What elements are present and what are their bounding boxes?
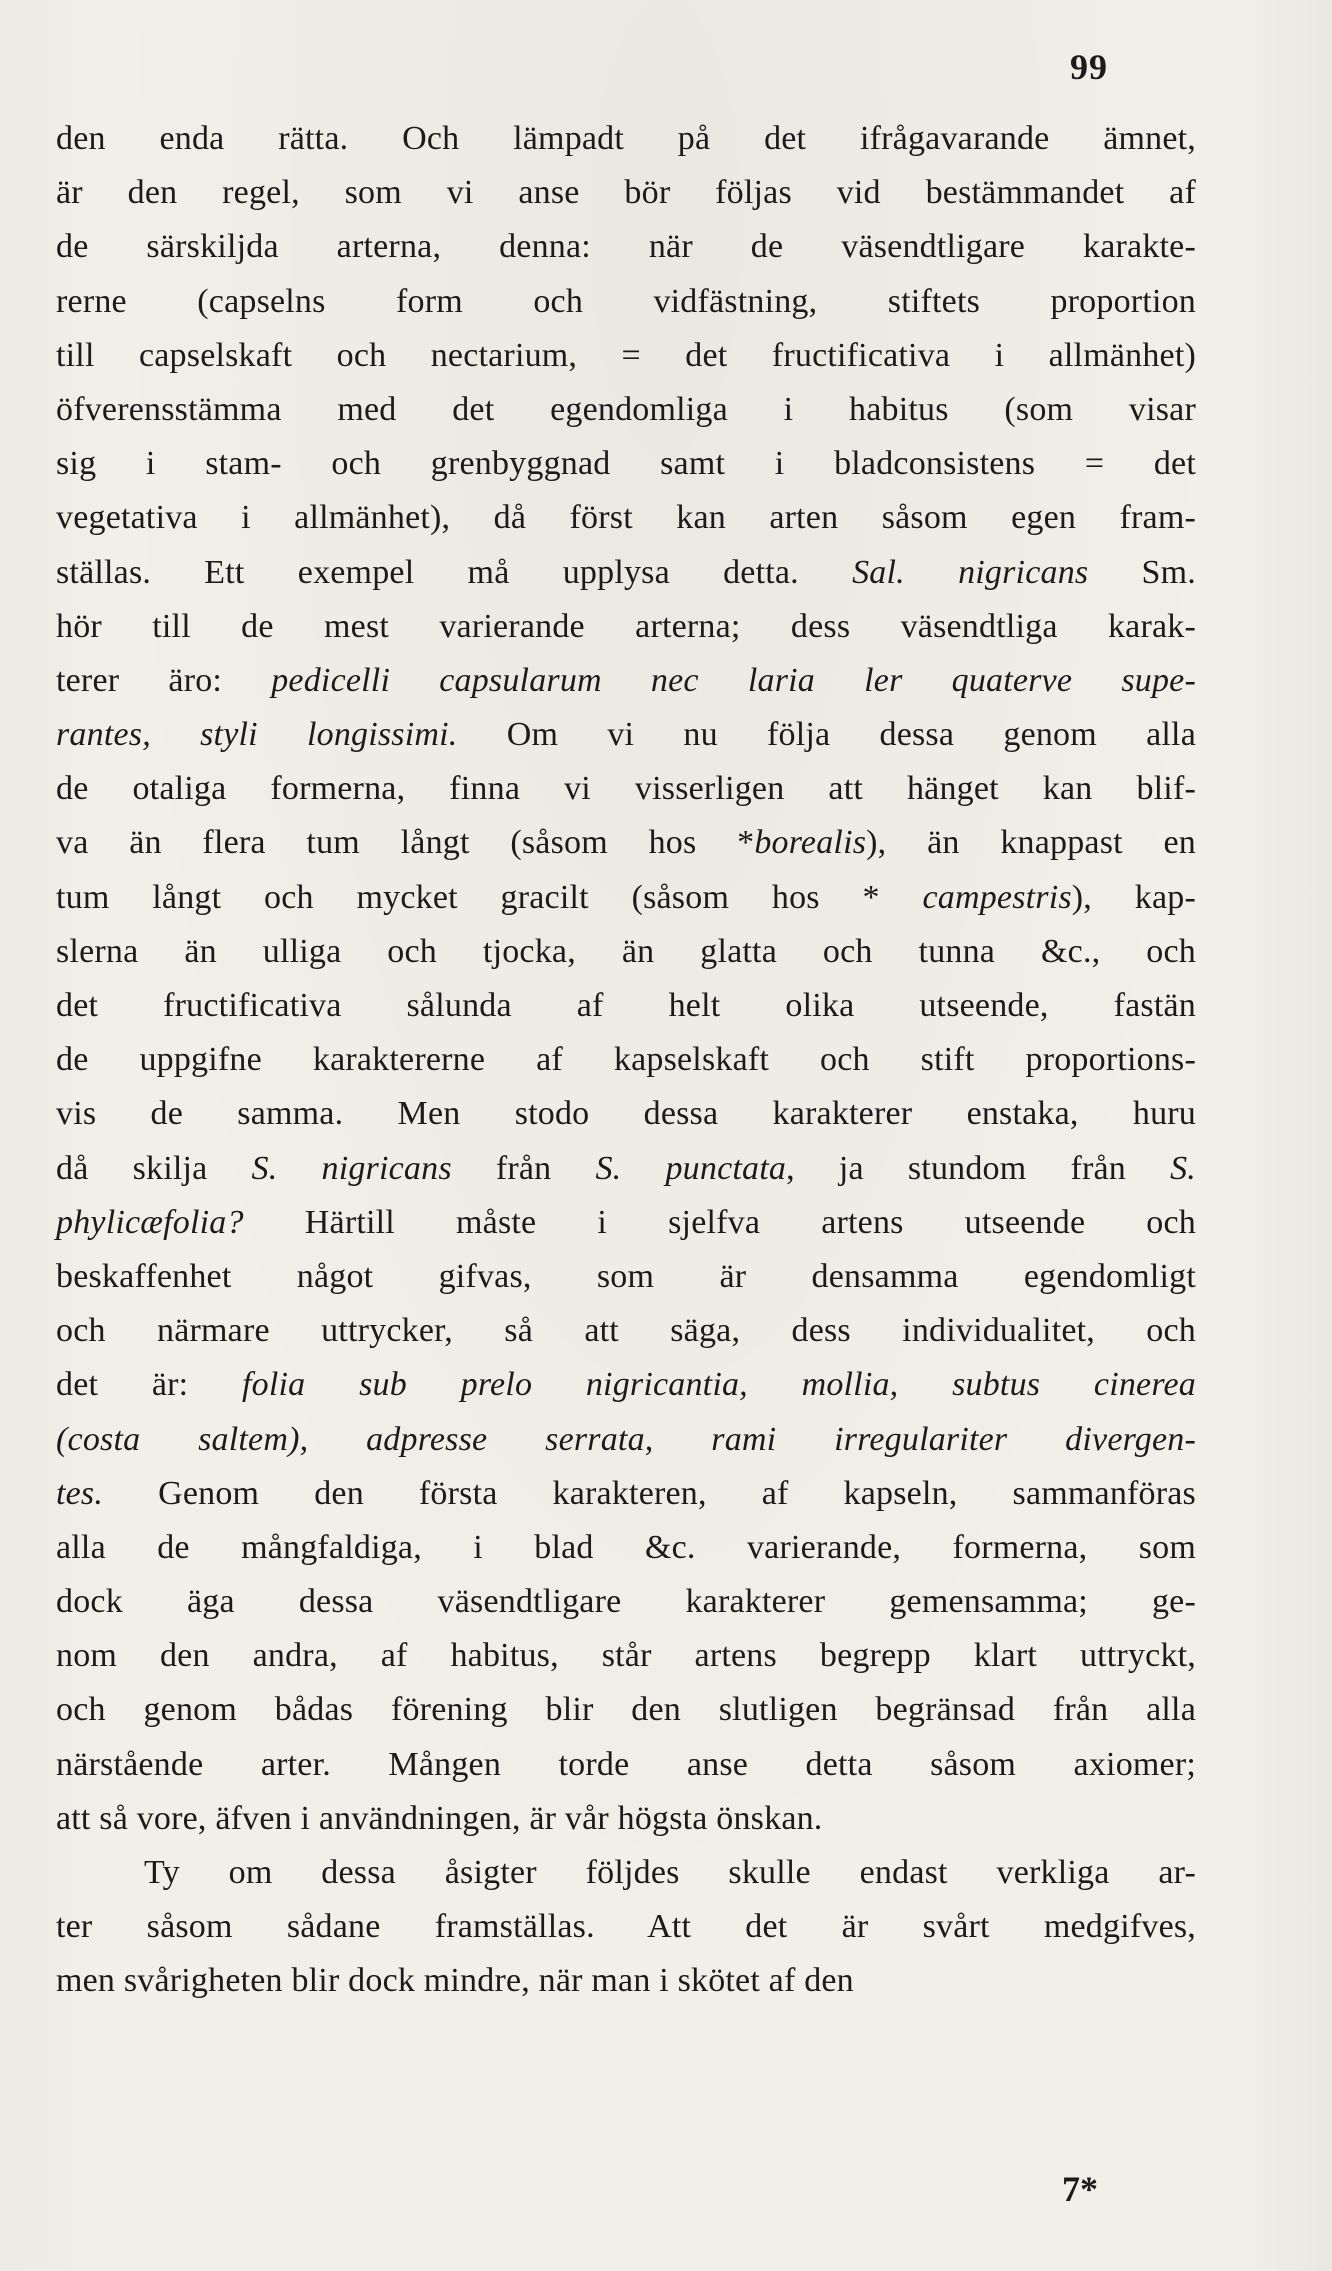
text-segment: nom den andra, af habitus, står artens begrepp klart uttryckt, bbox=[56, 1637, 1196, 1675]
text-segment: att så vore, äfven i användningen, är vår högsta önskan. bbox=[56, 1799, 823, 1837]
text-segment: vis de samma. Men stodo dessa karakterer enstaka, huru bbox=[56, 1095, 1196, 1133]
text-line bbox=[56, 275, 1196, 329]
text-line bbox=[56, 1087, 1196, 1141]
text-segment: och genom bådas förening blir den slutligen begränsad från alla bbox=[56, 1691, 1196, 1729]
text-segment: de särskiljda arterna, denna: när de väsendtligare karakte- bbox=[56, 228, 1196, 266]
text-line bbox=[56, 220, 1196, 274]
text-segment: Om vi nu följa dessa genom alla bbox=[457, 716, 1196, 754]
text-line bbox=[56, 546, 1196, 600]
italic-text-segment: tes. bbox=[56, 1474, 104, 1512]
text-line bbox=[56, 437, 1196, 491]
text-line bbox=[56, 1250, 1196, 1304]
text-line bbox=[56, 1792, 1196, 1846]
text-segment: dock äga dessa väsendtligare karakterer gemensamma; ge- bbox=[56, 1583, 1196, 1621]
text-segment: va än flera tum långt (såsom hos * bbox=[56, 824, 755, 862]
italic-text-segment: S. bbox=[1170, 1149, 1197, 1187]
italic-text-segment: rantes, styli longissimi. bbox=[56, 716, 458, 754]
text-segment: Härtill måste i sjelfva artens utseende och bbox=[243, 1203, 1196, 1241]
text-line bbox=[56, 1900, 1196, 1954]
text-line bbox=[56, 166, 1196, 220]
italic-text-segment: (costa saltem), adpresse serrata, rami irregulariter divergen- bbox=[56, 1420, 1196, 1458]
text-segment: från bbox=[451, 1149, 596, 1187]
page-number: 99 bbox=[1070, 47, 1108, 87]
text-segment: tum långt och mycket gracilt (såsom hos * bbox=[56, 878, 923, 916]
text-segment: rerne (capselns form och vidfästning, stiftets proportion bbox=[56, 282, 1196, 320]
text-segment: det fructificativa sålunda af helt olika utseende, fastän bbox=[56, 987, 1196, 1024]
text-segment: slerna än ulliga och tjocka, än glatta och tunna &c., och bbox=[56, 932, 1196, 970]
text-line bbox=[56, 762, 1196, 816]
text-segment: Sm. bbox=[1088, 553, 1197, 591]
italic-text-segment: S. nigricans bbox=[251, 1149, 452, 1187]
text-segment: alla de mångfaldiga, i blad &c. varierande, formerna, som bbox=[56, 1528, 1196, 1566]
text-line bbox=[56, 1196, 1196, 1250]
text-segment: ), än knappast en bbox=[866, 824, 1196, 862]
text-segment: men svårigheten blir dock mindre, när man i skötet af den bbox=[56, 1962, 854, 2000]
text-segment: sig i stam- och grenbyggnad samt i bladconsistens = det bbox=[56, 445, 1196, 483]
signature-mark: 7* bbox=[1062, 2169, 1098, 2209]
text-line bbox=[56, 1846, 1196, 1900]
text-line bbox=[56, 1304, 1196, 1358]
text-segment: det är: bbox=[56, 1366, 243, 1404]
italic-text-segment: S. punctata bbox=[595, 1149, 787, 1187]
text-line bbox=[56, 1575, 1196, 1629]
text-line bbox=[56, 1467, 1196, 1521]
text-segment: de uppgifne karaktererne af kapselskaft och stift proportions- bbox=[56, 1041, 1196, 1079]
text-line bbox=[56, 708, 1196, 762]
text-line bbox=[56, 925, 1196, 979]
text-segment: Ty om dessa åsigter följdes skulle endast verkliga ar- bbox=[144, 1854, 1196, 1891]
text-segment: vegetativa i allmänhet), då först kan arten såsom egen fram- bbox=[56, 499, 1196, 537]
text-line bbox=[56, 1142, 1196, 1196]
text-line bbox=[56, 1413, 1196, 1467]
text-segment: Genom den första karakteren, af kapseln, sammanföras bbox=[103, 1474, 1196, 1512]
text-line bbox=[56, 1738, 1196, 1792]
italic-text-segment: folia sub prelo nigricantia, mollia, subtus cinerea bbox=[242, 1366, 1196, 1404]
text-segment: de otaliga formerna, finna vi visserligen att hänget kan blif- bbox=[56, 770, 1196, 808]
text-line bbox=[56, 383, 1196, 437]
text-segment: öfverensstämma med det egendomliga i habitus (som visar bbox=[56, 390, 1196, 428]
text-segment: ), kap- bbox=[1071, 878, 1196, 916]
text-segment: hör till de mest varierande arterna; dess väsendtliga karak- bbox=[56, 607, 1196, 645]
text-segment: närstående arter. Mången torde anse detta såsom axiomer; bbox=[56, 1745, 1196, 1783]
text-segment: är den regel, som vi anse bör följas vid bestämmandet af bbox=[56, 174, 1196, 212]
text-segment: ter såsom sådane framställas. Att det är svårt medgifves, bbox=[56, 1908, 1196, 1946]
text-line bbox=[56, 1683, 1196, 1737]
text-line bbox=[56, 1521, 1196, 1575]
text-line bbox=[56, 600, 1196, 654]
text-segment: då skilja bbox=[56, 1149, 252, 1187]
italic-text-segment: pedicelli capsularum nec laria ler quaterve supe- bbox=[271, 661, 1196, 699]
italic-text-segment: phylicæfolia? bbox=[56, 1203, 244, 1241]
text-line bbox=[56, 654, 1196, 708]
text-segment: , ja stundom från bbox=[786, 1149, 1171, 1187]
italic-text-segment: borealis bbox=[754, 824, 867, 862]
text-line bbox=[56, 871, 1196, 925]
italic-text-segment: campestris bbox=[922, 878, 1072, 916]
text-line bbox=[56, 1358, 1196, 1412]
text-segment: till capselskaft och nectarium, = det fructificativa i allmänhet) bbox=[56, 336, 1196, 374]
text-line bbox=[56, 329, 1196, 383]
text-segment: ställas. Ett exempel må upplysa detta. bbox=[56, 553, 853, 591]
text-segment: beskaffenhet något gifvas, som är densamma egendomligt bbox=[56, 1257, 1196, 1295]
text-line bbox=[56, 1954, 1196, 2008]
text-line bbox=[56, 816, 1196, 870]
text-line bbox=[56, 491, 1196, 545]
text-segment: terer äro: bbox=[56, 661, 272, 699]
text-segment: den enda rätta. Och lämpadt på det ifrågavarande ämnet, bbox=[56, 120, 1196, 157]
body-text bbox=[56, 112, 1196, 2009]
text-line bbox=[56, 1033, 1196, 1087]
italic-text-segment: Sal. nigricans bbox=[852, 553, 1089, 591]
text-line bbox=[56, 979, 1196, 1033]
text-line bbox=[56, 1629, 1196, 1683]
text-line bbox=[56, 112, 1196, 166]
text-segment: och närmare uttrycker, så att säga, dess individualitet, och bbox=[56, 1312, 1196, 1350]
